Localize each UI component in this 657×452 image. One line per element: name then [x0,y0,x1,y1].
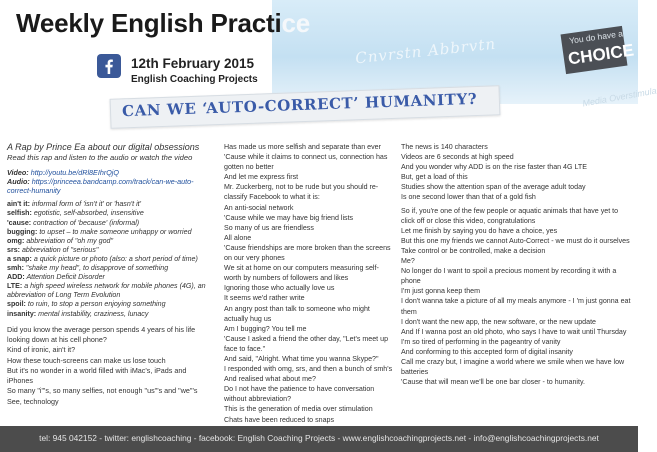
glossary-definition: "shake my head", to disapprove of something [23,264,169,273]
lyric-line: I don't wanna take a picture of all my meals anymore - I 'm just gonna eat them [401,297,631,316]
lyric-line: The news is 140 characters [401,143,488,151]
glossary-definition: informal form of 'isn't it' or 'hasn't it' [29,200,141,209]
lyric-line: Am I bugging? You tell me [224,324,307,333]
glossary-term: a snap: [7,254,32,263]
choice-sign-small-text: You do have a [568,28,624,46]
lyric-line: Has made us more selfish and separate than ever [224,143,381,151]
lyric-line: No longer do I want to spoil a precious moment by recording it with a phone [401,267,617,286]
glossary-term: ADD: [7,273,25,282]
lyric-line: And said, "Alright. What time you wanna Skype?" [224,354,379,363]
glossary-item [7,246,209,255]
lyric-line: 'Cause I asked a friend the other day, "Let's meet up face to face." [224,334,389,353]
lyric-line: See, technology [7,396,59,406]
glossary-term: omg: [7,236,25,245]
lyric-line: 'Cause friendships are more broken than the screens on our very phones [224,243,391,263]
column-intro [7,142,209,407]
glossary-definition: egotistic, self-absorbed, insensitive [31,209,144,218]
glossary-definition: a high speed wireless network for mobile phones (4G), an abbreviation of Long Term Evolution [7,282,206,300]
glossary-item [7,300,209,309]
lyric-line: Is one second lower than that of a gold fish [401,193,536,202]
lyric-line: Videos are 6 seconds at high speed [401,153,514,162]
glossary-item [7,264,209,273]
lyric-line: I'm just gonna keep them [401,287,481,296]
glossary-item [7,255,209,264]
lyric-line: It seems we'd rather write [224,294,305,303]
glossary-term: LTE: [7,282,23,291]
audio-label: Audio: [7,176,30,186]
glossary-item [7,200,209,209]
lyric-line: Take control or be controlled, make a decision [401,246,546,255]
glossary-item [7,228,209,237]
glossary-term: spoil: [7,300,26,309]
footer-contact-info: tel: 945 042152 - twitter: englishcoaching - facebook: English Coaching Projects - www.englishcoachingprojects.net - info@englishcoachingprojects.net [39,433,599,443]
lyric-line: Ignoring those who actually love us [224,284,335,293]
glossary-term: insanity: [7,309,37,318]
lyric-line: But, get a load of this [401,173,468,182]
facebook-icon[interactable] [96,53,122,79]
lyric-line: I'm so tired of performing in the pageantry of vanity [401,337,561,346]
headline-text: CAN WE ‘AUTO-CORRECT’ HUMANITY? [121,89,478,121]
lyric-line: And realised what about me? [224,375,316,384]
lyric-line: 'Cause while it claims to connect us, connection has gotten no better [224,153,388,172]
glossary-definition: Attention Deficit Disorder [24,273,105,282]
rap-instructions: Read this rap and listen to the audio or watch the video [7,153,193,162]
lyric-line: We sit at home on our computers measuring self-worth by numbers of followers and likes [224,264,379,283]
lyric-line: Kind of ironic, ain't it? [7,345,76,355]
glossary-definition: abbreviation of "serious" [20,245,99,254]
glossary [7,200,209,318]
choice-sign-big-text: CHOICE [566,40,636,69]
lyric-line: Studies show the attention span of the average adult today [401,183,586,192]
glossary-item [7,282,209,300]
glossary-definition: mental instability, craziness, lunacy [36,309,149,318]
glossary-item [7,273,209,282]
audio-link[interactable]: https://princeea.bandcamp.com/track/can-we-auto-correct-humanity [7,176,194,196]
page-title-main: Weekly English Practi [16,8,282,38]
lyric-line: Mr. Zuckerberg, not to be rude but you should re-classify Facebook to what it is: [224,183,379,202]
glossary-term: 'cause: [7,218,32,227]
glossary-definition: abbreviation of "oh my god" [24,236,113,245]
audio-line [7,177,209,196]
lyric-line: Chats have been reduced to snaps [224,415,335,424]
lyric-line: 'Cause while we may have big friend lists [224,213,354,222]
glossary-term: srs: [7,245,21,254]
lyric-line: I responded with omg, srs, and then a bunch of smh's [224,365,393,374]
lyric-line: And you wonder why ADD is on the rise faster than 4G LTE [401,163,587,172]
page-title-tail: ce [281,8,311,38]
lyric-line: 'Cause that will mean we'll be one bar closer - to humanity. [401,378,585,387]
column-lyrics-end [401,142,631,387]
lyric-line: Did you know the average person spends 4 years of his life looking down at his cell phone? [7,324,196,344]
glossary-item [7,209,209,218]
lyric-line: An angry post than talk to someone who might actually hug us [224,304,370,323]
lyric-line: And let me express first [224,173,299,182]
lyric-line: I don't want the new app, the new software, or the new update [401,317,596,326]
glossary-definition: to upset – to make someone unhappy or worried [37,227,192,236]
lyric-line: Let me finish by saying you do have a choice, yes [401,226,558,235]
lyric-line: Do I not have the patience to have conversation without abbreviation? [224,385,375,404]
photo-caption-small: Media Overstimula [581,85,657,109]
video-line [7,168,209,177]
lyric-line: All alone [224,233,252,242]
photo-caption: Cnvrstn Abbrvtn [354,34,497,68]
glossary-definition: to ruin, to stop a person enjoying something [25,300,166,309]
page-title [16,8,310,39]
glossary-definition: a quick picture or photo (also: a short period of time) [31,254,198,263]
lyric-line: But this one my friends we cannot Auto-Correct - we must do it ourselves [401,236,630,245]
column-lyrics-middle [224,142,394,425]
video-link[interactable]: http://youtu.be/dRl8EIhrQjQ [30,167,119,177]
glossary-term: selfish: [7,209,32,218]
glossary-term: ain't it: [7,200,30,209]
rap-lyrics-start [7,325,209,407]
lyric-line: How these touch-screens can make us lose touch [7,355,166,365]
lyric-line: And If I wanna post an old photo, who says I have to wait until Thursday [401,327,627,336]
glossary-term: smh: [7,264,24,273]
lyric-line: So if, you're one of the few people or aquatic animals that have yet to click off or close this video, congratulations [401,206,619,225]
lyric-line: An anti-social network [224,203,294,212]
rap-heading: A Rap by Prince Ea about our digital obsessions [7,142,200,152]
lyric-line: So many "i"'s, so many selfies, not enough "us"'s and "we"'s [7,386,198,396]
lyric-line: Call me crazy but, I imagine a world where we smile when we have low batteries [401,357,625,377]
lyric-line: So many of us are friendless [224,223,314,232]
glossary-item [7,237,209,246]
lyric-line: And conforming to this accepted form of digital insanity [401,347,573,356]
issue-subtitle: English Coaching Projects [131,74,258,85]
glossary-definition: contraction of 'because' (informal) [31,218,140,227]
glossary-item [7,310,209,319]
lyric-line: But it's no wonder in a world filled with iMac's, iPads and iPhones [7,365,187,386]
lyric-line: Me? [401,257,415,266]
lyric-line: This is the generation of media over stimulation [224,405,373,414]
glossary-term: bugging: [7,227,38,236]
glossary-item [7,219,209,228]
video-label: Video: [7,167,29,177]
issue-date: 12th February 2015 [131,56,255,71]
